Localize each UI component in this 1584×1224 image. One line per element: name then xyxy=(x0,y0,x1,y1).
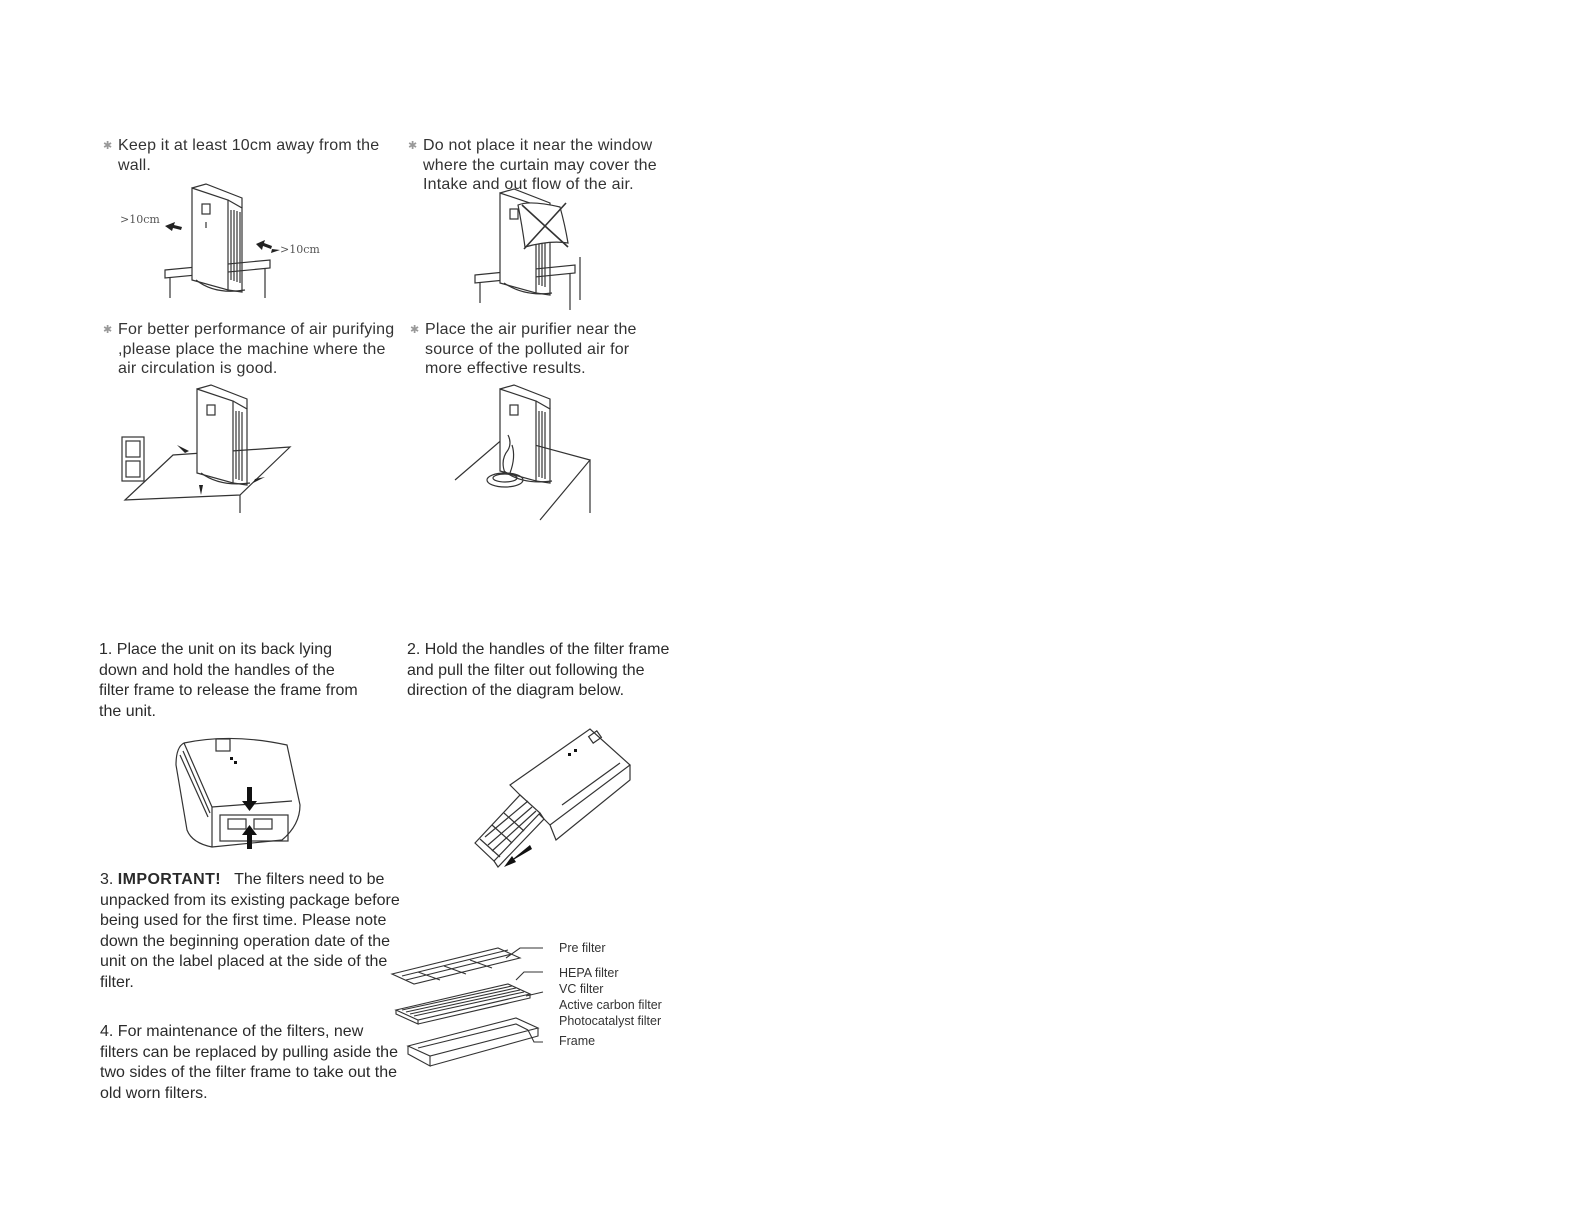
step-3-important: IMPORTANT! xyxy=(117,871,222,888)
diagram-pull-filter xyxy=(470,725,640,875)
step-1: 1. Place the unit on its back lying down and hold the handles of the filter frame to release the frame from the unit. xyxy=(99,641,358,720)
diagram-filter-layers xyxy=(388,938,558,1073)
distance-label-right: >10cm xyxy=(280,243,320,256)
bullet-glyph-icon: ✱ xyxy=(408,140,418,152)
tip-wall-distance xyxy=(103,136,403,175)
diagram-pollution-source xyxy=(450,385,600,525)
filter-label-photo: Photocatalyst filter xyxy=(559,1014,662,1028)
step-3-number: 3. xyxy=(100,871,114,888)
tip-text: Do not place it near the window where the curtain may cover the Intake and out flow of the air. xyxy=(423,137,657,193)
filter-label-pre: Pre filter xyxy=(559,941,606,955)
tip-air-circulation xyxy=(103,320,403,379)
step-4: 4. For maintenance of the filters, new filters can be replaced by pulling aside the two sides of the filter frame to take out the old worn filters. xyxy=(100,1023,398,1102)
tip-text: Keep it at least 10cm away from the wall. xyxy=(118,137,380,174)
tip-text: Place the air purifier near the source of the polluted air for more effective results. xyxy=(425,321,637,377)
bullet-glyph-icon: ✱ xyxy=(410,324,420,336)
bullet-glyph-icon: ✱ xyxy=(103,324,113,336)
diagram-window-curtain xyxy=(470,185,590,315)
filter-label-vc: VC filter xyxy=(559,982,604,996)
filter-label-hepa: HEPA filter xyxy=(559,966,619,980)
step-3-text: The filters need to be unpacked from its existing package before being used for the first time. Please note down the beginning operation date of the unit on the label placed at the side of the filter. xyxy=(100,871,400,991)
distance-label-left: >10cm xyxy=(120,213,160,226)
tip-pollution-source xyxy=(410,320,670,379)
step-2: 2. Hold the handles of the filter frame and pull the filter out following the direction of the diagram below. xyxy=(407,641,670,699)
tip-text: For better performance of air purifying ,please place the machine where the air circulation is good. xyxy=(118,321,395,377)
bullet-glyph-icon: ✱ xyxy=(103,140,113,152)
filter-label-frame: Frame xyxy=(559,1034,596,1048)
diagram-air-circulation xyxy=(115,385,300,520)
filter-label-carbon: Active carbon filter xyxy=(559,998,662,1012)
diagram-wall-distance xyxy=(110,180,350,305)
step-3 xyxy=(100,870,402,993)
diagram-unit-on-back xyxy=(172,735,307,855)
